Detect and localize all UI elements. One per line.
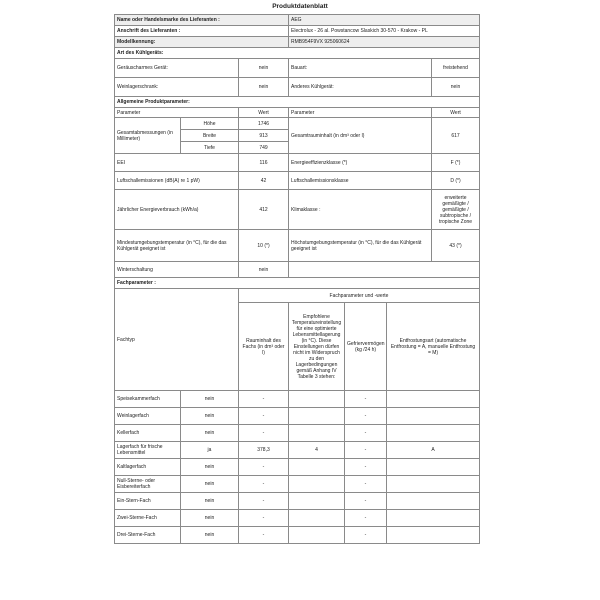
compartment-name: Zwei-Sterne-Fach [115, 510, 181, 527]
compartment-volume: - [239, 493, 289, 510]
width-value: 913 [239, 130, 289, 142]
table-row [115, 493, 480, 510]
compartment-defrost [387, 408, 480, 425]
compartment-present: nein [181, 459, 239, 476]
compartment-present: nein [181, 493, 239, 510]
compartment-volume: - [239, 391, 289, 408]
product-data-table [114, 14, 480, 544]
general-col-param: Parameter [115, 108, 239, 118]
compartment-name: Null-Sterne- oder Eisbereiterfach [115, 476, 181, 493]
table-row [115, 408, 480, 425]
compartment-temp [289, 459, 345, 476]
compartment-volume: - [239, 510, 289, 527]
dimensions-label: Gesamtabmessungen (in Millimeter) [115, 118, 181, 154]
compartment-present: nein [181, 391, 239, 408]
climate-class-label: Klimaklasse : [289, 190, 432, 230]
compartment-present: nein [181, 408, 239, 425]
compartment-group-header: Fachparameter und -werte [239, 289, 480, 303]
compartment-name: Lagerfach für frische Lebensmittel [115, 442, 181, 459]
compartment-name: Drei-Sterne-Fach [115, 527, 181, 544]
compartment-freeze: - [345, 425, 387, 442]
wine-cabinet-label: Weinlagerschrank: [115, 78, 239, 97]
compartment-freeze: - [345, 510, 387, 527]
supplier-name-value: AEG [289, 15, 480, 26]
min-temp-label: Mindestumgebungstemperatur (in °C), für die das Kühlgerät geeignet ist [115, 230, 239, 262]
compartment-name: Kellerfach [115, 425, 181, 442]
compartment-volume: 378,3 [239, 442, 289, 459]
table-row [115, 425, 480, 442]
general-col-param-2: Parameter [289, 108, 432, 118]
quiet-device-label: Geräuscharmes Gerät: [115, 59, 239, 78]
compartment-present: nein [181, 425, 239, 442]
depth-value: 749 [239, 142, 289, 154]
compartment-present: nein [181, 476, 239, 493]
compartment-defrost-header: Entfrostungsart (automatische Entfrostung = A, manuelle Entfrostung = M) [387, 303, 480, 391]
compartment-freeze: - [345, 459, 387, 476]
compartment-temp-header: Empfohlene Temperatureinstellung für eine optimierte Lebensmittellagerung (in °C). Diese Einstellungen dürfen nicht im Widerspruch zu den Lagerbedingungen gemäß Anhang IV Tabelle 3 stehen: [289, 303, 345, 391]
other-device-label: Anderes Kühlgerät: [289, 78, 432, 97]
compartment-temp [289, 408, 345, 425]
compartment-defrost [387, 425, 480, 442]
model-label: Modellkennung: [115, 37, 289, 48]
width-label: Breite [181, 130, 239, 142]
compartment-defrost [387, 510, 480, 527]
wine-cabinet-value: nein [239, 78, 289, 97]
table-row [115, 459, 480, 476]
height-label: Höhe [181, 118, 239, 130]
quiet-device-value: nein [239, 59, 289, 78]
page-title: Produktdatenblatt [272, 3, 328, 10]
compartment-present: nein [181, 527, 239, 544]
compartment-name: Weinlagerfach [115, 408, 181, 425]
compartment-defrost [387, 493, 480, 510]
compartment-temp [289, 425, 345, 442]
annual-energy-value: 412 [239, 190, 289, 230]
noise-class-label: Luftschallemissionsklasse [289, 172, 432, 190]
compartment-present: nein [181, 510, 239, 527]
compartment-volume-header: Rauminhalt des Fachs (in dm³ oder l) [239, 303, 289, 391]
compartment-defrost [387, 527, 480, 544]
table-row [115, 510, 480, 527]
device-type-header: Art des Kühlgeräts: [115, 48, 480, 59]
annual-energy-label: Jährlicher Energieverbrauch (kWh/a) [115, 190, 239, 230]
compartment-temp [289, 391, 345, 408]
compartment-temp [289, 493, 345, 510]
compartment-freeze-header: Gefriervermögen (kg /24 h) [345, 303, 387, 391]
compartment-volume: - [239, 459, 289, 476]
max-temp-label: Höchstumgebungstemperatur (in °C), für die das Kühlgerät geeignet ist [289, 230, 432, 262]
other-device-value: nein [432, 78, 480, 97]
compartment-temp [289, 510, 345, 527]
compartment-defrost [387, 391, 480, 408]
total-volume-label: Gesamtrauminhalt (in dm³ oder l) [289, 118, 432, 154]
energy-class-label: Energieeffizienzklasse (*) [289, 154, 432, 172]
noise-emission-value: 42 [239, 172, 289, 190]
max-temp-value: 43 (*) [432, 230, 480, 262]
compartment-temp: 4 [289, 442, 345, 459]
compartment-type-header: Fachtyp [115, 289, 239, 391]
supplier-address-value: Electrolux - 26 al. Powstancow Slaskich 30-570 - Krakow - PL [289, 26, 480, 37]
energy-class-value: F (*) [432, 154, 480, 172]
winter-switch-label: Winterschaltung [115, 262, 239, 278]
compartment-freeze: - [345, 391, 387, 408]
compartment-volume: - [239, 527, 289, 544]
general-col-value-2: Wert [432, 108, 480, 118]
climate-class-value: erweiterte gemäßigte / gemäßigte / subtropische / tropische Zone [432, 190, 480, 230]
supplier-address-label: Anschrift des Lieferanten : [115, 26, 289, 37]
compartment-name: Ein-Stern-Fach [115, 493, 181, 510]
general-col-value: Wert [239, 108, 289, 118]
compartment-freeze: - [345, 493, 387, 510]
table-row [115, 476, 480, 493]
eei-label: EEI [115, 154, 239, 172]
compartment-defrost [387, 459, 480, 476]
table-row [115, 527, 480, 544]
build-type-value: freistehend [432, 59, 480, 78]
table-row [115, 391, 480, 408]
compartment-temp [289, 476, 345, 493]
compartment-freeze: - [345, 527, 387, 544]
compartment-freeze: - [345, 408, 387, 425]
total-volume-value: 617 [432, 118, 480, 154]
model-value: RMB954F9VX 925060624 [289, 37, 480, 48]
min-temp-value: 10 (*) [239, 230, 289, 262]
table-row [115, 442, 480, 459]
compartment-freeze: - [345, 442, 387, 459]
compartment-volume: - [239, 425, 289, 442]
general-params-header: Allgemeine Produktparameter: [115, 97, 480, 108]
winter-switch-value: nein [239, 262, 289, 278]
compartment-temp [289, 527, 345, 544]
height-value: 1746 [239, 118, 289, 130]
build-type-label: Bauart: [289, 59, 432, 78]
compartment-volume: - [239, 476, 289, 493]
compartment-params-header: Fachparameter : [115, 278, 480, 289]
noise-emission-label: Luftschallemissionen (dB(A) re 1 pW) [115, 172, 239, 190]
compartment-present: ja [181, 442, 239, 459]
compartment-defrost [387, 476, 480, 493]
compartment-defrost: A [387, 442, 480, 459]
compartment-name: Speisekammerfach [115, 391, 181, 408]
supplier-name-label: Name oder Handelsmarke des Lieferanten : [115, 15, 289, 26]
compartment-name: Kaltlagerfach [115, 459, 181, 476]
compartment-volume: - [239, 408, 289, 425]
eei-value: 116 [239, 154, 289, 172]
compartment-freeze: - [345, 476, 387, 493]
noise-class-value: D (*) [432, 172, 480, 190]
depth-label: Tiefe [181, 142, 239, 154]
